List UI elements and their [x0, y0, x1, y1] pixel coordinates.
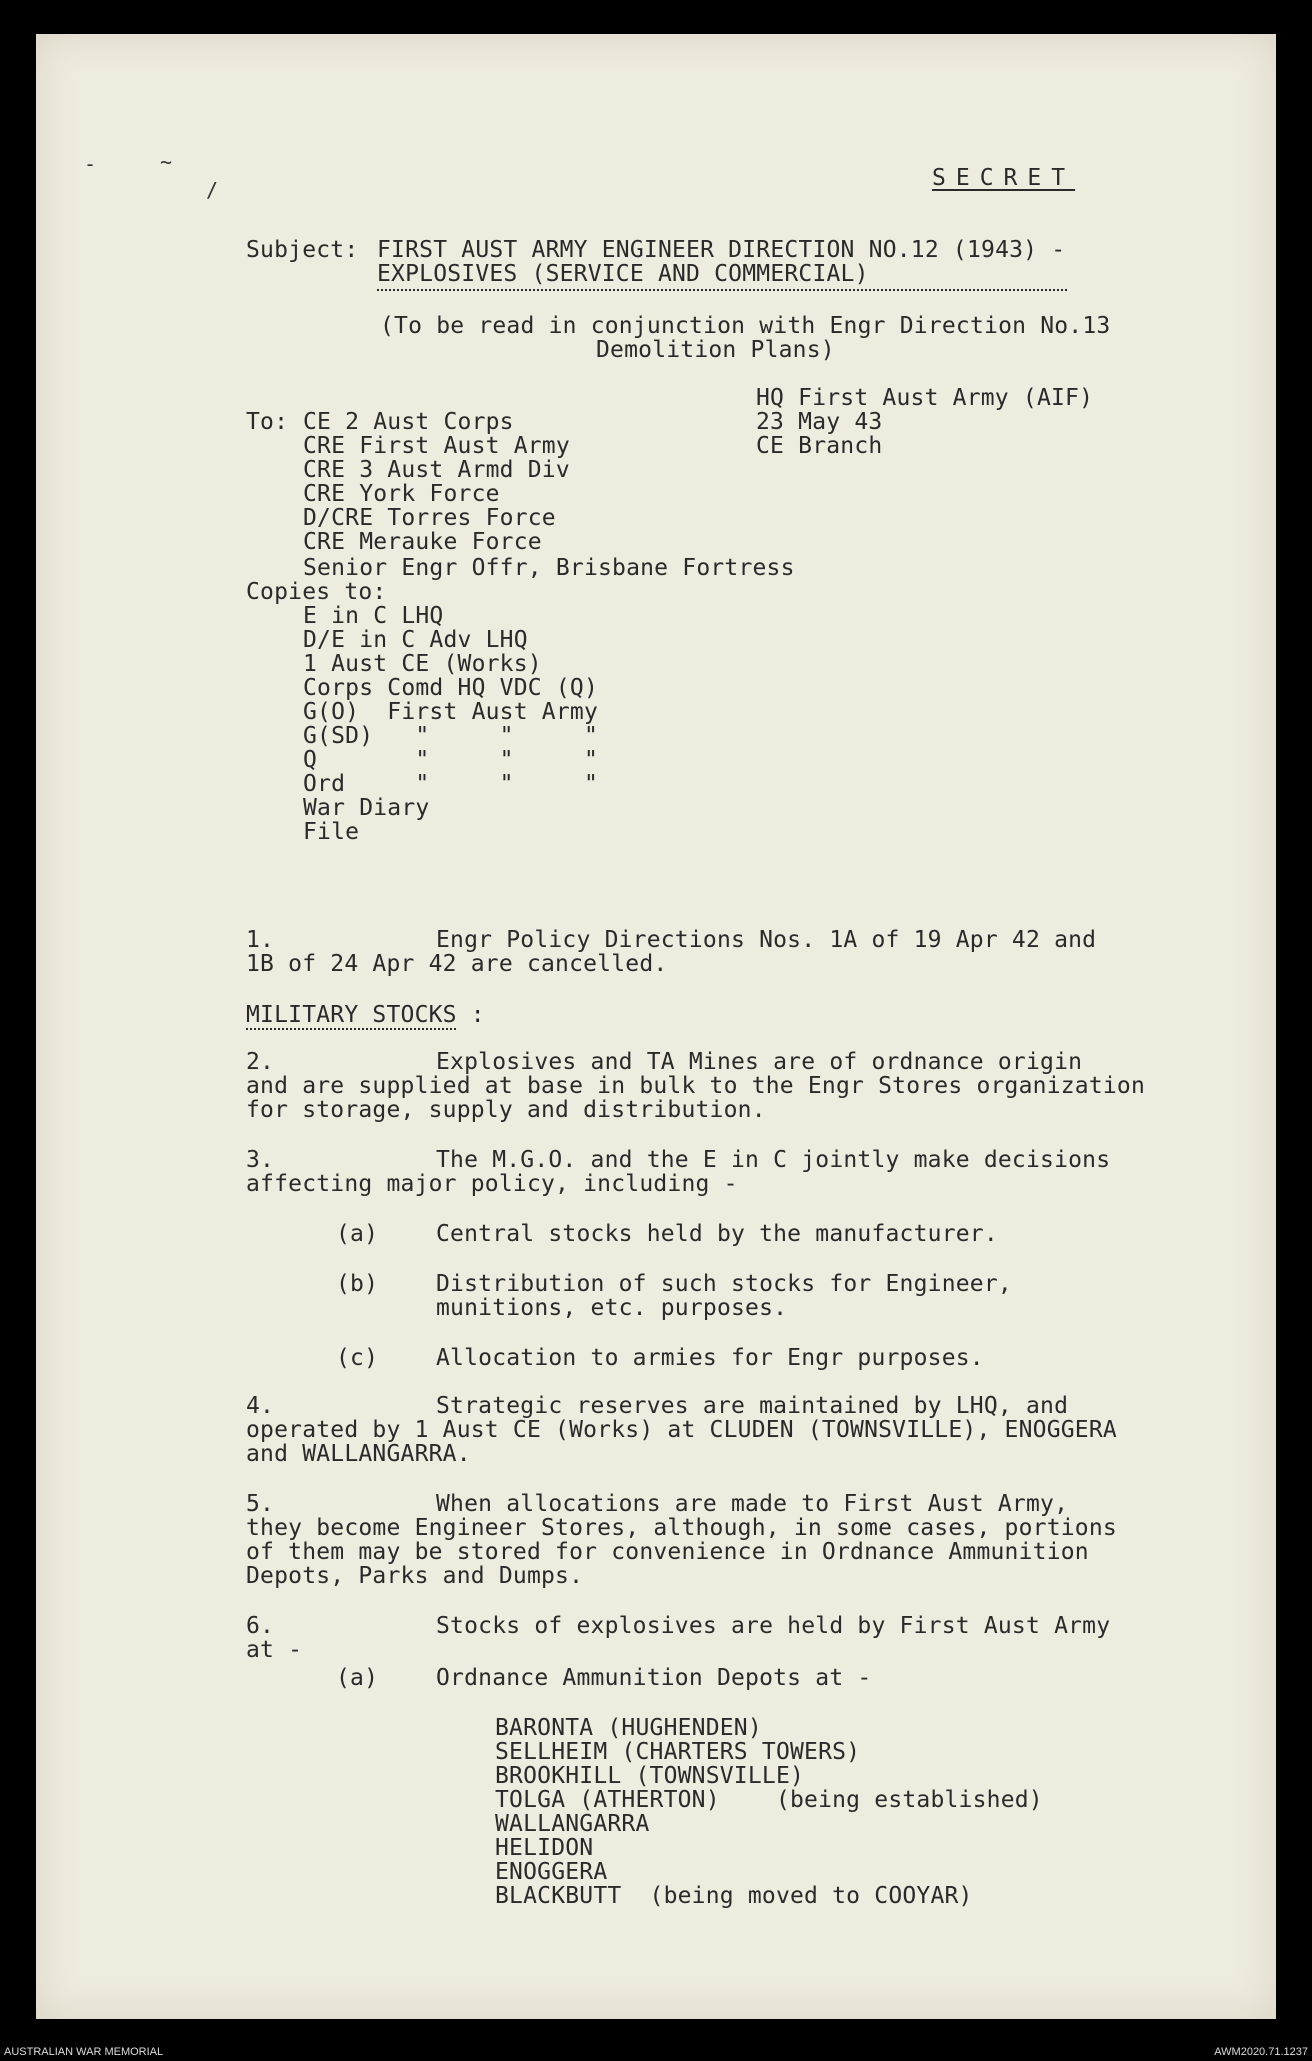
para-number: 4. — [246, 1393, 275, 1419]
subject-underline — [377, 289, 1067, 291]
origin-date: 23 May 43 — [756, 409, 883, 435]
depot-item: BARONTA (HUGHENDEN) — [495, 1715, 762, 1741]
para-6-line-2: at - — [246, 1637, 303, 1663]
copies-item: War Diary — [303, 795, 430, 821]
origin-hq: HQ First Aust Army (AIF) — [756, 385, 1094, 411]
ink-mark: - — [84, 152, 97, 176]
to-item: D/CRE Torres Force — [303, 505, 556, 531]
para-3a-text: Central stocks held by the manufacturer. — [436, 1221, 998, 1247]
para-3-line-2: affecting major policy, including - — [246, 1171, 738, 1197]
para-6-line-1: Stocks of explosives are held by First Aust Army — [436, 1613, 1111, 1639]
sub-item-label: (a) — [336, 1221, 379, 1247]
to-item: CRE 3 Aust Armd Div — [303, 457, 570, 483]
para-2-line-1: Explosives and TA Mines are of ordnance origin — [436, 1049, 1083, 1075]
copies-item: 1 Aust CE (Works) — [303, 651, 542, 677]
para-2-line-2: and are supplied at base in bulk to the Engr Stores organization — [246, 1073, 1146, 1099]
subject-line-1: FIRST AUST ARMY ENGINEER DIRECTION NO.12 (1943) - — [377, 237, 1066, 263]
sub-item-label: (a) — [336, 1665, 379, 1691]
depot-item: HELIDON — [495, 1835, 594, 1861]
para-3c-text: Allocation to armies for Engr purposes. — [436, 1345, 984, 1371]
para-1-line-2: 1B of 24 Apr 42 are cancelled. — [246, 951, 668, 977]
copies-item: Q " " " — [303, 747, 598, 773]
para-6a-text: Ordnance Ammunition Depots at - — [436, 1665, 872, 1691]
depot-item: TOLGA (ATHERTON) (being established) — [495, 1787, 1043, 1813]
footer-credit: AUSTRALIAN WAR MEMORIAL — [4, 2046, 164, 2058]
ink-mark: ~ — [160, 150, 173, 174]
para-3b-line-1: Distribution of such stocks for Engineer, — [436, 1271, 1012, 1297]
para-3b-line-2: munitions, etc. purposes. — [436, 1295, 788, 1321]
section-heading: MILITARY STOCKS : — [246, 1002, 485, 1028]
to-item: CE 2 Aust Corps — [303, 409, 514, 435]
ink-mark: / — [206, 178, 219, 202]
para-5-line-1: When allocations are made to First Aust Army, — [436, 1491, 1069, 1517]
copies-item: D/E in C Adv LHQ — [303, 627, 528, 653]
copies-item: G(O) First Aust Army — [303, 699, 598, 725]
to-item: CRE First Aust Army — [303, 433, 570, 459]
para-number: 6. — [246, 1613, 275, 1639]
to-label: To: — [246, 409, 289, 435]
footer-accession-number: AWM2020.71.1237 — [1214, 2046, 1308, 2058]
para-number: 5. — [246, 1491, 275, 1517]
sub-item-label: (b) — [336, 1271, 379, 1297]
para-5-line-4: Depots, Parks and Dumps. — [246, 1563, 584, 1589]
copies-item: Corps Comd HQ VDC (Q) — [303, 675, 598, 701]
para-5-line-2: they become Engineer Stores, although, in some cases, portions — [246, 1515, 1117, 1541]
note-line-1: (To be read in conjunction with Engr Direction No.13 — [380, 313, 1111, 339]
copies-item: G(SD) " " " — [303, 723, 598, 749]
para-5-line-3: of them may be stored for convenience in Ordnance Ammunition — [246, 1539, 1089, 1565]
para-number: 3. — [246, 1147, 275, 1173]
para-3-line-1: The M.G.O. and the E in C jointly make decisions — [436, 1147, 1111, 1173]
depot-item: SELLHEIM (CHARTERS TOWERS) — [495, 1739, 861, 1765]
to-item: CRE Merauke Force — [303, 529, 542, 555]
para-number: 2. — [246, 1049, 275, 1075]
to-item: Senior Engr Offr, Brisbane Fortress — [303, 555, 795, 581]
para-4-line-3: and WALLANGARRA. — [246, 1441, 471, 1467]
depot-item: BLACKBUTT (being moved to COOYAR) — [495, 1883, 973, 1909]
para-number: 1. — [246, 927, 275, 953]
subject-label: Subject: — [246, 237, 359, 263]
to-item: CRE York Force — [303, 481, 500, 507]
depot-item: WALLANGARRA — [495, 1811, 650, 1837]
copies-item: E in C LHQ — [303, 603, 444, 629]
depot-item: ENOGGERA — [495, 1859, 608, 1885]
copies-item: File — [303, 819, 360, 845]
sub-item-label: (c) — [336, 1345, 379, 1371]
copies-item: Ord " " " — [303, 771, 598, 797]
heading-underline — [246, 1028, 456, 1030]
subject-line-2: EXPLOSIVES (SERVICE AND COMMERCIAL) — [377, 261, 869, 287]
para-4-line-1: Strategic reserves are maintained by LHQ, and — [436, 1393, 1069, 1419]
para-1-line-1: Engr Policy Directions Nos. 1A of 19 Apr 42 and — [436, 927, 1097, 953]
origin-branch: CE Branch — [756, 433, 883, 459]
note-line-2: Demolition Plans) — [596, 337, 835, 363]
para-4-line-2: operated by 1 Aust CE (Works) at CLUDEN (TOWNSVILLE), ENOGGERA — [246, 1417, 1117, 1443]
depot-item: BROOKHILL (TOWNSVILLE) — [495, 1763, 805, 1789]
classification-header: SECRET — [932, 165, 1076, 191]
para-2-line-3: for storage, supply and distribution. — [246, 1097, 766, 1123]
copies-label: Copies to: — [246, 579, 387, 605]
